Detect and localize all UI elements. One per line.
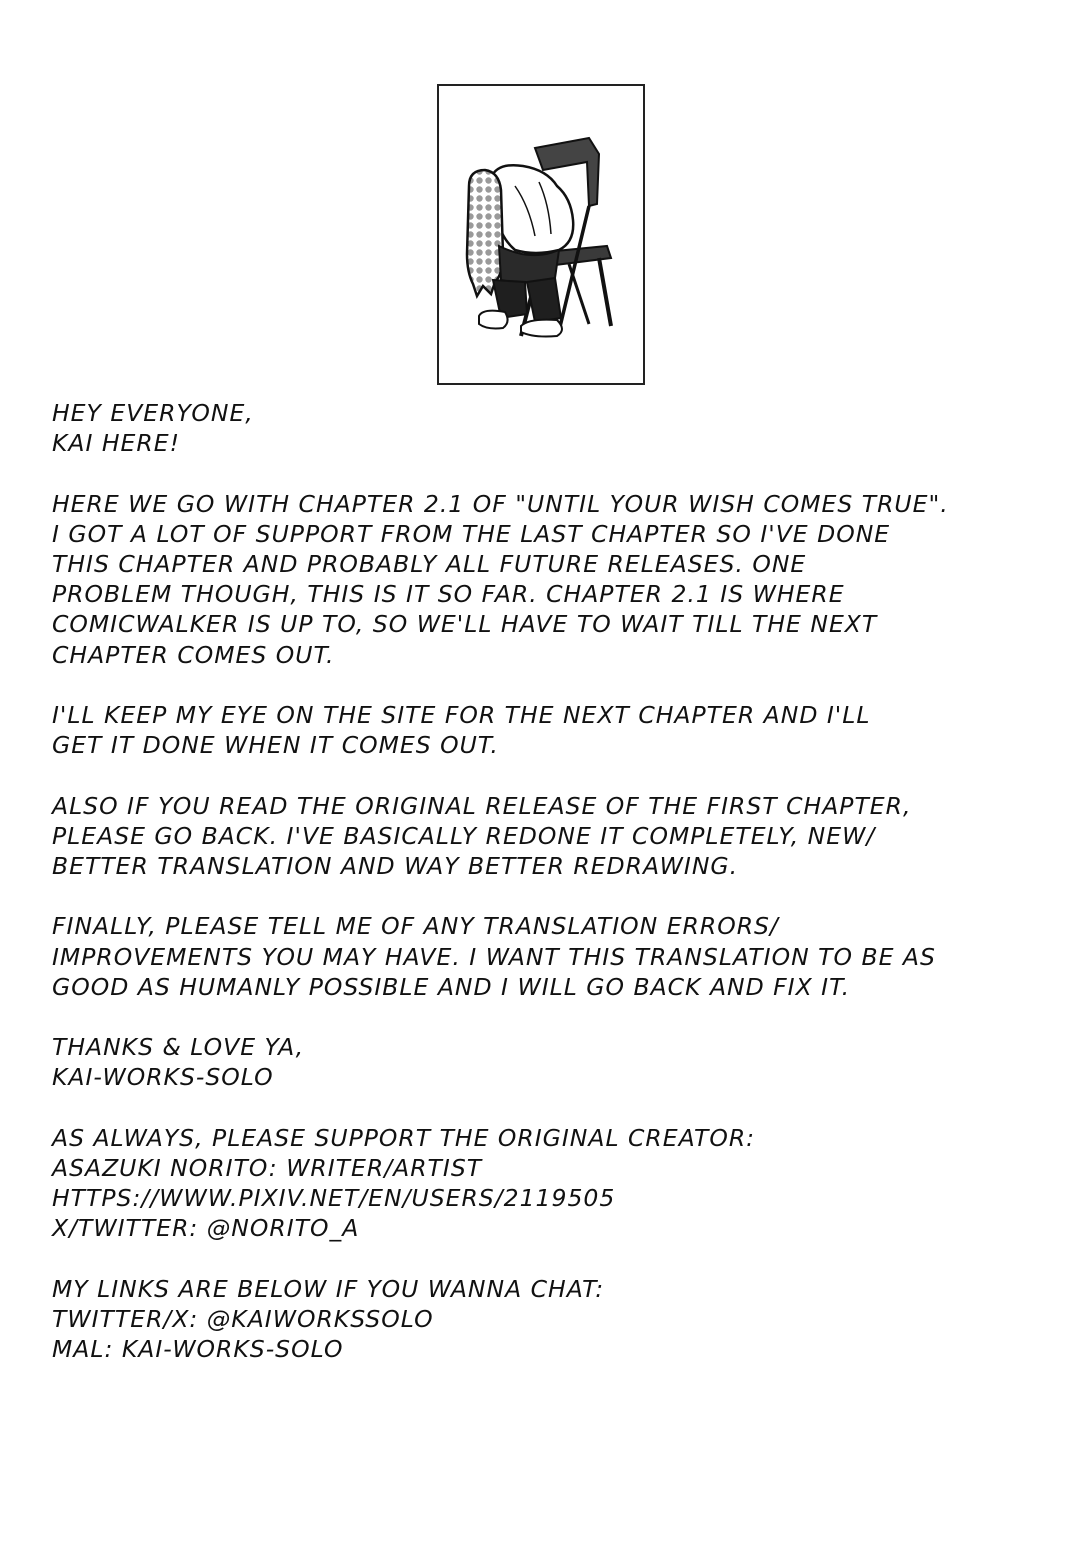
text-line: THANKS & LOVE YA, xyxy=(52,1033,305,1062)
creator-twitter-handle[interactable]: X/TWITTER: @NORITO_A xyxy=(52,1214,360,1243)
text-line: I'LL KEEP MY EYE ON THE SITE FOR THE NEXT CHAPTER AND I'LL xyxy=(52,701,871,729)
text-line: HEY EVERYONE, xyxy=(52,399,254,427)
text-line: AS ALWAYS, PLEASE SUPPORT THE ORIGINAL CREATOR: xyxy=(52,1123,756,1152)
text-line: BETTER TRANSLATION AND WAY BETTER REDRAWING. xyxy=(52,852,739,880)
translator-mal-handle[interactable]: MAL: KAI-WORKS-SOLO xyxy=(52,1335,344,1364)
text-line: MY LINKS ARE BELOW IF YOU WANNA CHAT: xyxy=(52,1274,605,1303)
signoff-paragraph xyxy=(52,1032,1052,1092)
greeting-paragraph xyxy=(52,398,1052,458)
redone-paragraph xyxy=(52,791,1052,882)
translator-twitter-handle[interactable]: TWITTER/X: @KAIWORKSSOLO xyxy=(52,1304,434,1333)
chibi-bowing-on-chair-illustration xyxy=(439,86,643,383)
text-line: ALSO IF YOU READ THE ORIGINAL RELEASE OF THE FIRST CHAPTER, xyxy=(52,791,912,820)
text-line: THIS CHAPTER AND PROBABLY ALL FUTURE RELEASES. ONE xyxy=(52,550,807,578)
text-line: CHAPTER COMES OUT. xyxy=(52,640,335,669)
text-line: IMPROVEMENTS YOU MAY HAVE. I WANT THIS TRANSLATION TO BE AS xyxy=(52,942,936,971)
feedback-paragraph xyxy=(52,911,1052,1002)
credits-paragraph xyxy=(52,1123,1052,1244)
creator-pixiv-link[interactable]: HTTPS://WWW.PIXIV.NET/EN/USERS/2119505 xyxy=(52,1184,616,1213)
text-line: GOOD AS HUMANLY POSSIBLE AND I WILL GO BACK AND FIX IT. xyxy=(52,972,851,1001)
text-line: PLEASE GO BACK. I'VE BASICALLY REDONE IT COMPLETELY, NEW/ xyxy=(52,821,876,850)
next-chapter-paragraph xyxy=(52,700,1052,760)
chapter-paragraph xyxy=(52,489,1052,670)
signature: KAI-WORKS-SOLO xyxy=(52,1063,274,1092)
translator-note xyxy=(52,398,1052,1395)
illustration-frame xyxy=(437,84,645,385)
text-line: FINALLY, PLEASE TELL ME OF ANY TRANSLATION ERRORS/ xyxy=(52,912,779,941)
text-line: I GOT A LOT OF SUPPORT FROM THE LAST CHAPTER SO I'VE DONE xyxy=(52,519,891,548)
text-line: COMICWALKER IS UP TO, SO WE'LL HAVE TO WAIT TILL THE NEXT xyxy=(52,610,878,639)
links-paragraph xyxy=(52,1274,1052,1365)
text-line: PROBLEM THOUGH, THIS IS IT SO FAR. CHAPTER 2.1 IS WHERE xyxy=(52,580,845,609)
text-line: KAI HERE! xyxy=(52,429,181,458)
text-line: GET IT DONE WHEN IT COMES OUT. xyxy=(52,731,499,760)
text-line: HERE WE GO WITH CHAPTER 2.1 OF "UNTIL YOUR WISH COMES TRUE". xyxy=(52,489,949,518)
creator-credit: ASAZUKI NORITO: WRITER/ARTIST xyxy=(52,1153,483,1182)
